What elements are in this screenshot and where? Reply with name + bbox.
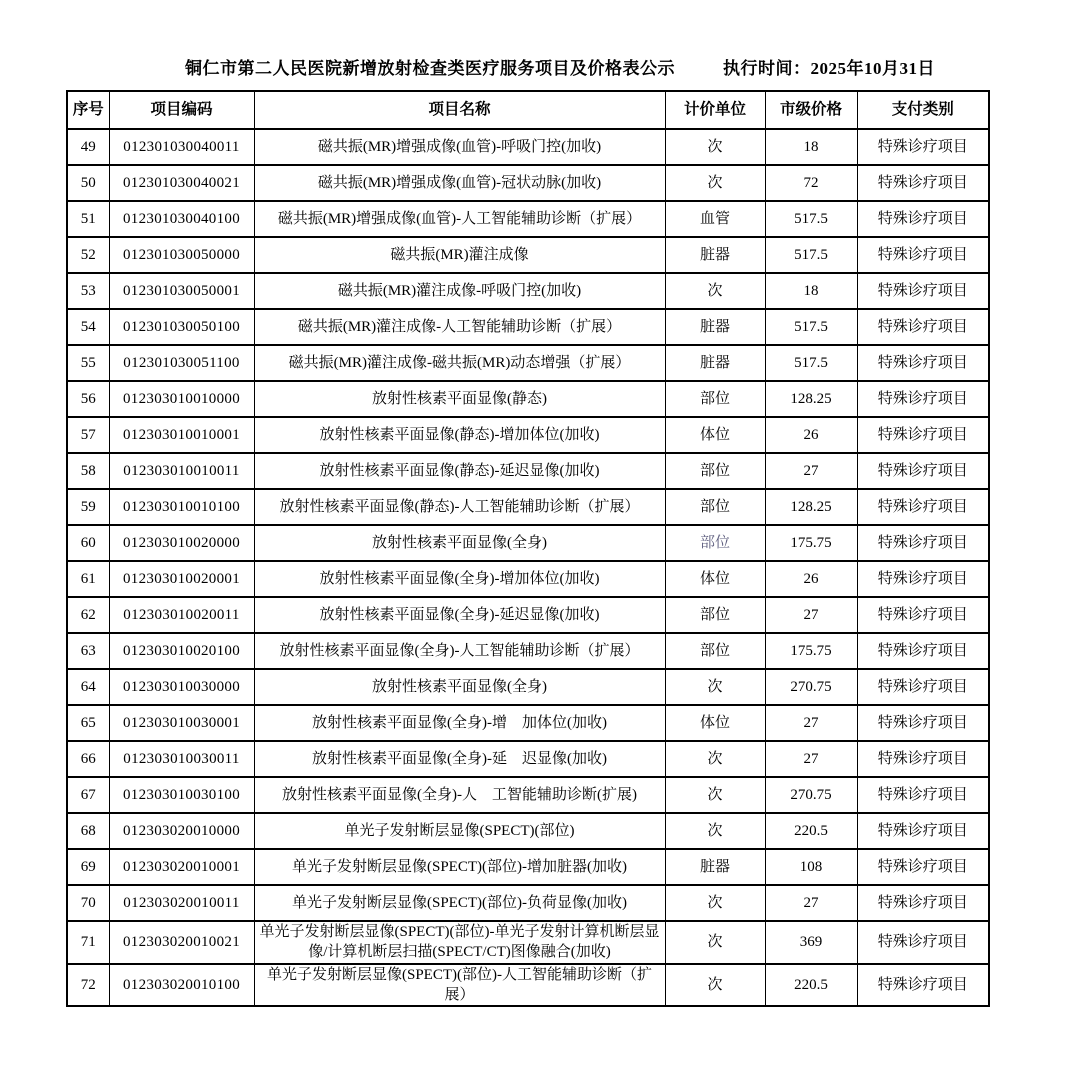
price-cell: 18 (765, 273, 857, 309)
col-header-seq: 序号 (67, 91, 109, 129)
name-cell: 磁共振(MR)灌注成像-人工智能辅助诊断（扩展） (254, 309, 665, 345)
table-row (67, 885, 989, 921)
code-cell: 012303010010011 (109, 453, 254, 489)
code-cell: 012303010020011 (109, 597, 254, 633)
pay-cell: 特殊诊疗项目 (857, 813, 989, 849)
col-header-name: 项目名称 (254, 91, 665, 129)
table-row (67, 309, 989, 345)
execution-time: 执行时间：2025年10月31日 (723, 59, 935, 78)
unit-cell: 脏器 (665, 345, 765, 381)
code-cell: 012301030050000 (109, 237, 254, 273)
price-cell: 369 (765, 921, 857, 964)
table-row (67, 813, 989, 849)
unit-cell: 部位 (665, 489, 765, 525)
seq-cell: 57 (67, 417, 109, 453)
seq-cell: 52 (67, 237, 109, 273)
code-cell: 012303010030100 (109, 777, 254, 813)
unit-cell: 次 (665, 273, 765, 309)
price-cell: 128.25 (765, 489, 857, 525)
seq-cell: 72 (67, 964, 109, 1007)
unit-cell: 部位 (665, 597, 765, 633)
name-cell: 放射性核素平面显像(静态) (254, 381, 665, 417)
name-cell: 放射性核素平面显像(静态)-延迟显像(加收) (254, 453, 665, 489)
table-row (67, 237, 989, 273)
table-row (67, 705, 989, 741)
seq-cell: 70 (67, 885, 109, 921)
name-cell: 磁共振(MR)增强成像(血管)-呼吸门控(加收) (254, 129, 665, 165)
seq-cell: 66 (67, 741, 109, 777)
code-cell: 012301030050001 (109, 273, 254, 309)
price-cell: 270.75 (765, 777, 857, 813)
table-row (67, 201, 989, 237)
table-header-row (67, 91, 989, 129)
price-cell: 27 (765, 597, 857, 633)
name-cell: 放射性核素平面显像(静态)-增加体位(加收) (254, 417, 665, 453)
pay-cell: 特殊诊疗项目 (857, 489, 989, 525)
code-cell: 012303020010100 (109, 964, 254, 1007)
code-cell: 012301030040011 (109, 129, 254, 165)
pay-cell: 特殊诊疗项目 (857, 201, 989, 237)
pay-cell: 特殊诊疗项目 (857, 309, 989, 345)
pay-cell: 特殊诊疗项目 (857, 453, 989, 489)
pay-cell: 特殊诊疗项目 (857, 741, 989, 777)
name-cell: 单光子发射断层显像(SPECT)(部位) (254, 813, 665, 849)
price-cell: 220.5 (765, 964, 857, 1007)
col-header-code: 项目编码 (109, 91, 254, 129)
name-cell: 磁共振(MR)灌注成像-磁共振(MR)动态增强（扩展） (254, 345, 665, 381)
pay-cell: 特殊诊疗项目 (857, 669, 989, 705)
pay-cell: 特殊诊疗项目 (857, 964, 989, 1007)
seq-cell: 65 (67, 705, 109, 741)
code-cell: 012303020010011 (109, 885, 254, 921)
table-row (67, 669, 989, 705)
price-cell: 128.25 (765, 381, 857, 417)
price-cell: 72 (765, 165, 857, 201)
pay-cell: 特殊诊疗项目 (857, 129, 989, 165)
name-cell: 单光子发射断层显像(SPECT)(部位)-增加脏器(加收) (254, 849, 665, 885)
pay-cell: 特殊诊疗项目 (857, 273, 989, 309)
table-row (67, 525, 989, 561)
name-cell: 放射性核素平面显像(全身)-人工智能辅助诊断（扩展） (254, 633, 665, 669)
table-row (67, 777, 989, 813)
unit-cell: 部位 (665, 381, 765, 417)
unit-cell: 次 (665, 885, 765, 921)
table-row (67, 345, 989, 381)
seq-cell: 54 (67, 309, 109, 345)
col-header-pay: 支付类别 (857, 91, 989, 129)
seq-cell: 51 (67, 201, 109, 237)
pay-cell: 特殊诊疗项目 (857, 921, 989, 964)
unit-cell: 部位 (665, 633, 765, 669)
price-cell: 108 (765, 849, 857, 885)
col-header-unit: 计价单位 (665, 91, 765, 129)
table-row (67, 129, 989, 165)
table-row (67, 453, 989, 489)
unit-cell: 部位 (665, 453, 765, 489)
code-cell: 012303010030011 (109, 741, 254, 777)
seq-cell: 55 (67, 345, 109, 381)
code-cell: 012303010020000 (109, 525, 254, 561)
name-cell: 放射性核素平面显像(全身)-增 加体位(加收) (254, 705, 665, 741)
price-cell: 27 (765, 453, 857, 489)
unit-cell: 次 (665, 813, 765, 849)
seq-cell: 59 (67, 489, 109, 525)
price-cell: 270.75 (765, 669, 857, 705)
pay-cell: 特殊诊疗项目 (857, 777, 989, 813)
price-cell: 27 (765, 885, 857, 921)
seq-cell: 71 (67, 921, 109, 964)
pay-cell: 特殊诊疗项目 (857, 849, 989, 885)
name-cell: 磁共振(MR)增强成像(血管)-人工智能辅助诊断（扩展） (254, 201, 665, 237)
table-row (67, 561, 989, 597)
code-cell: 012303010030001 (109, 705, 254, 741)
code-cell: 012301030040100 (109, 201, 254, 237)
code-cell: 012303020010001 (109, 849, 254, 885)
price-table (66, 90, 990, 1007)
code-cell: 012303020010000 (109, 813, 254, 849)
code-cell: 012301030040021 (109, 165, 254, 201)
seq-cell: 53 (67, 273, 109, 309)
unit-cell: 次 (665, 964, 765, 1007)
code-cell: 012303020010021 (109, 921, 254, 964)
pay-cell: 特殊诊疗项目 (857, 561, 989, 597)
pay-cell: 特殊诊疗项目 (857, 165, 989, 201)
seq-cell: 69 (67, 849, 109, 885)
page-title: 铜仁市第二人民医院新增放射检查类医疗服务项目及价格表公示 (185, 59, 675, 78)
col-header-price: 市级价格 (765, 91, 857, 129)
table-row (67, 489, 989, 525)
unit-cell: 次 (665, 165, 765, 201)
price-cell: 175.75 (765, 525, 857, 561)
pay-cell: 特殊诊疗项目 (857, 417, 989, 453)
table-row (67, 964, 989, 1007)
table-row (67, 849, 989, 885)
table-row (67, 417, 989, 453)
name-cell: 放射性核素平面显像(全身)-延迟显像(加收) (254, 597, 665, 633)
unit-cell: 次 (665, 129, 765, 165)
table-row (67, 741, 989, 777)
code-cell: 012303010010100 (109, 489, 254, 525)
unit-cell: 脏器 (665, 309, 765, 345)
name-cell: 放射性核素平面显像(全身)-人 工智能辅助诊断(扩展) (254, 777, 665, 813)
name-cell: 单光子发射断层显像(SPECT)(部位)-人工智能辅助诊断（扩展） (254, 964, 665, 1007)
code-cell: 012303010010000 (109, 381, 254, 417)
price-cell: 517.5 (765, 237, 857, 273)
price-cell: 517.5 (765, 201, 857, 237)
price-cell: 27 (765, 741, 857, 777)
unit-cell: 脏器 (665, 849, 765, 885)
unit-cell: 血管 (665, 201, 765, 237)
name-cell: 放射性核素平面显像(全身) (254, 525, 665, 561)
name-cell: 放射性核素平面显像(全身)-延 迟显像(加收) (254, 741, 665, 777)
seq-cell: 68 (67, 813, 109, 849)
code-cell: 012303010010001 (109, 417, 254, 453)
name-cell: 单光子发射断层显像(SPECT)(部位)-负荷显像(加收) (254, 885, 665, 921)
price-cell: 517.5 (765, 309, 857, 345)
seq-cell: 49 (67, 129, 109, 165)
name-cell: 放射性核素平面显像(全身) (254, 669, 665, 705)
name-cell: 单光子发射断层显像(SPECT)(部位)-单光子发射计算机断层显像/计算机断层扫描(SPECT/CT)图像融合(加收) (254, 921, 665, 964)
unit-cell: 体位 (665, 705, 765, 741)
seq-cell: 50 (67, 165, 109, 201)
seq-cell: 67 (67, 777, 109, 813)
price-cell: 26 (765, 417, 857, 453)
seq-cell: 63 (67, 633, 109, 669)
seq-cell: 56 (67, 381, 109, 417)
seq-cell: 60 (67, 525, 109, 561)
document-header (185, 54, 935, 79)
seq-cell: 61 (67, 561, 109, 597)
price-cell: 26 (765, 561, 857, 597)
name-cell: 磁共振(MR)增强成像(血管)-冠状动脉(加收) (254, 165, 665, 201)
table-row (67, 921, 989, 964)
code-cell: 012303010020100 (109, 633, 254, 669)
price-cell: 27 (765, 705, 857, 741)
unit-cell: 次 (665, 741, 765, 777)
table-row (67, 273, 989, 309)
name-cell: 磁共振(MR)灌注成像 (254, 237, 665, 273)
seq-cell: 64 (67, 669, 109, 705)
name-cell: 磁共振(MR)灌注成像-呼吸门控(加收) (254, 273, 665, 309)
code-cell: 012303010030000 (109, 669, 254, 705)
price-cell: 517.5 (765, 345, 857, 381)
price-cell: 18 (765, 129, 857, 165)
table-row (67, 165, 989, 201)
unit-cell: 次 (665, 921, 765, 964)
unit-cell: 次 (665, 669, 765, 705)
code-cell: 012303010020001 (109, 561, 254, 597)
seq-cell: 58 (67, 453, 109, 489)
unit-cell: 脏器 (665, 237, 765, 273)
price-cell: 175.75 (765, 633, 857, 669)
seq-cell: 62 (67, 597, 109, 633)
pay-cell: 特殊诊疗项目 (857, 705, 989, 741)
table-body (67, 129, 989, 1006)
pay-cell: 特殊诊疗项目 (857, 525, 989, 561)
unit-cell: 部位 (665, 525, 765, 561)
code-cell: 012301030051100 (109, 345, 254, 381)
unit-cell: 体位 (665, 417, 765, 453)
name-cell: 放射性核素平面显像(静态)-人工智能辅助诊断（扩展） (254, 489, 665, 525)
name-cell: 放射性核素平面显像(全身)-增加体位(加收) (254, 561, 665, 597)
price-cell: 220.5 (765, 813, 857, 849)
pay-cell: 特殊诊疗项目 (857, 597, 989, 633)
pay-cell: 特殊诊疗项目 (857, 237, 989, 273)
pay-cell: 特殊诊疗项目 (857, 381, 989, 417)
code-cell: 012301030050100 (109, 309, 254, 345)
table-row (67, 381, 989, 417)
table-row (67, 597, 989, 633)
table-row (67, 633, 989, 669)
pay-cell: 特殊诊疗项目 (857, 345, 989, 381)
pay-cell: 特殊诊疗项目 (857, 633, 989, 669)
pay-cell: 特殊诊疗项目 (857, 885, 989, 921)
unit-cell: 次 (665, 777, 765, 813)
unit-cell: 体位 (665, 561, 765, 597)
